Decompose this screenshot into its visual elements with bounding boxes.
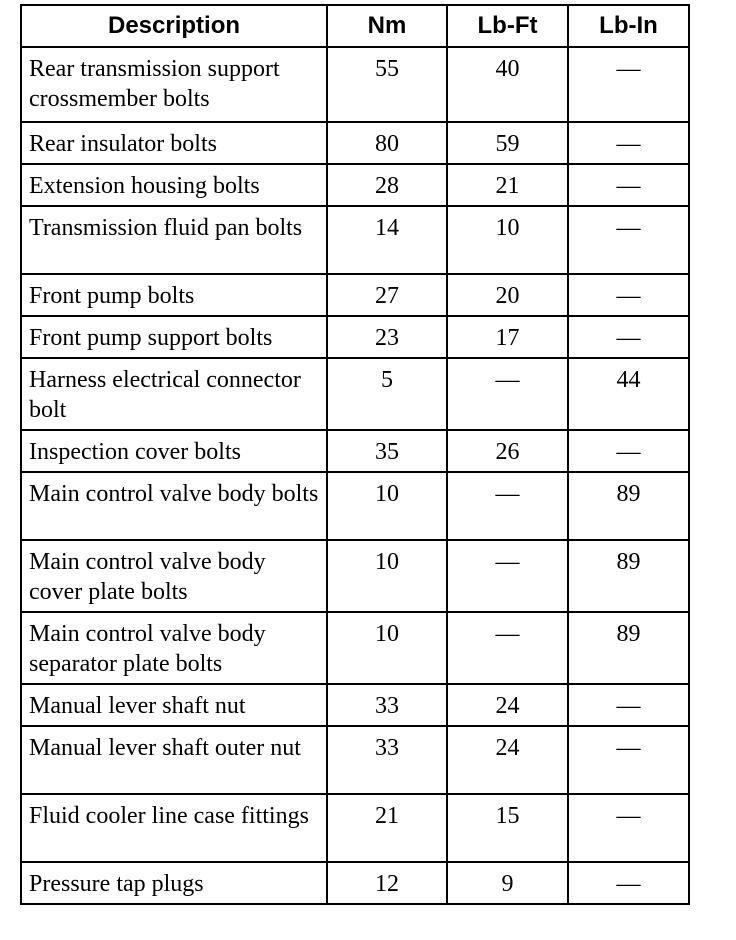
row-lb-in: —: [568, 316, 689, 358]
row-lb-ft: 21: [447, 164, 568, 206]
row-description: Pressure tap plugs: [21, 862, 327, 904]
row-lb-in: —: [568, 47, 689, 122]
row-description: Rear insulator bolts: [21, 122, 327, 164]
row-lb-in: —: [568, 430, 689, 472]
row-description: Manual lever shaft nut: [21, 684, 327, 726]
row-nm: 27: [327, 274, 447, 316]
row-nm: 14: [327, 206, 447, 274]
row-description: Harness electrical connector bolt: [21, 358, 327, 430]
row-nm: 10: [327, 612, 447, 684]
header-row: [21, 5, 689, 47]
row-nm: 23: [327, 316, 447, 358]
row-lb-ft: 59: [447, 122, 568, 164]
row-nm: 10: [327, 472, 447, 540]
row-nm: 35: [327, 430, 447, 472]
row-lb-in: —: [568, 206, 689, 274]
header-nm: Nm: [327, 5, 447, 47]
row-nm: 28: [327, 164, 447, 206]
row-lb-in: 89: [568, 540, 689, 612]
table-body: [21, 47, 689, 904]
row-description: Front pump bolts: [21, 274, 327, 316]
row-lb-in: —: [568, 794, 689, 862]
row-nm: 33: [327, 726, 447, 794]
header-lb-ft: Lb-Ft: [447, 5, 568, 47]
row-nm: 5: [327, 358, 447, 430]
table-row: [21, 358, 689, 430]
header-lb-in: Lb-In: [568, 5, 689, 47]
row-description: Fluid cooler line case fittings: [21, 794, 327, 862]
row-lb-ft: 17: [447, 316, 568, 358]
table-row: [21, 274, 689, 316]
header-description: Description: [21, 5, 327, 47]
row-lb-in: —: [568, 862, 689, 904]
table-row: [21, 206, 689, 274]
table-row: [21, 540, 689, 612]
row-description: Extension housing bolts: [21, 164, 327, 206]
row-lb-ft: —: [447, 358, 568, 430]
row-description: Manual lever shaft outer nut: [21, 726, 327, 794]
row-nm: 10: [327, 540, 447, 612]
row-lb-ft: 10: [447, 206, 568, 274]
row-lb-in: 89: [568, 472, 689, 540]
row-lb-in: —: [568, 122, 689, 164]
row-lb-ft: 9: [447, 862, 568, 904]
row-lb-ft: 15: [447, 794, 568, 862]
table-row: [21, 472, 689, 540]
row-lb-ft: 26: [447, 430, 568, 472]
row-nm: 21: [327, 794, 447, 862]
row-lb-ft: 24: [447, 684, 568, 726]
row-lb-ft: 24: [447, 726, 568, 794]
table-row: [21, 316, 689, 358]
row-lb-in: 44: [568, 358, 689, 430]
row-lb-in: 89: [568, 612, 689, 684]
row-description: Inspection cover bolts: [21, 430, 327, 472]
row-lb-in: —: [568, 164, 689, 206]
row-nm: 55: [327, 47, 447, 122]
row-lb-in: —: [568, 274, 689, 316]
row-lb-ft: —: [447, 472, 568, 540]
table-row: [21, 862, 689, 904]
table-row: [21, 430, 689, 472]
table-row: [21, 726, 689, 794]
row-lb-ft: 40: [447, 47, 568, 122]
table-row: [21, 47, 689, 122]
row-nm: 80: [327, 122, 447, 164]
row-nm: 12: [327, 862, 447, 904]
row-description: Transmission fluid pan bolts: [21, 206, 327, 274]
table-row: [21, 612, 689, 684]
row-lb-ft: 20: [447, 274, 568, 316]
row-description: Main control valve body separator plate bolts: [21, 612, 327, 684]
row-lb-ft: —: [447, 612, 568, 684]
row-lb-ft: —: [447, 540, 568, 612]
table-row: [21, 684, 689, 726]
row-description: Rear transmission support crossmember bolts: [21, 47, 327, 122]
row-lb-in: —: [568, 726, 689, 794]
table-row: [21, 164, 689, 206]
row-description: Main control valve body cover plate bolts: [21, 540, 327, 612]
row-lb-in: —: [568, 684, 689, 726]
row-description: Main control valve body bolts: [21, 472, 327, 540]
row-description: Front pump support bolts: [21, 316, 327, 358]
row-nm: 33: [327, 684, 447, 726]
torque-spec-table: [20, 4, 690, 905]
table-row: [21, 122, 689, 164]
table-row: [21, 794, 689, 862]
